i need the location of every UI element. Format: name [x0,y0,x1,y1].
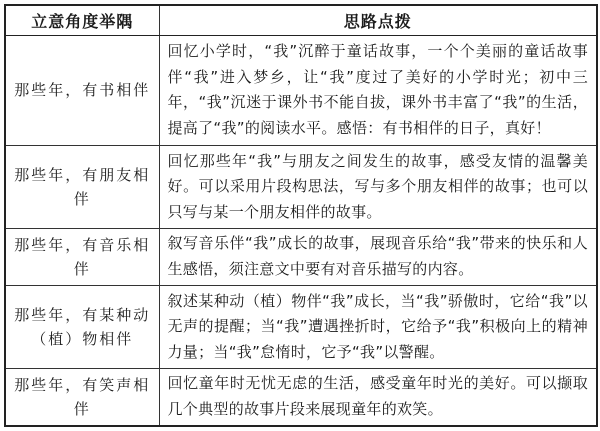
tip-cell: 回忆小学时，“我”沉醉于童话故事，一个个美丽的童话故事伴“我”进入梦乡，让“我”度过了美好的小学时光；初中三年，“我”沉迷于课外书不能自拔，课外书丰富了“我”的生活，提高了“我”的阅读水平。感悟：有书相伴的日子，真好！ [159,36,597,146]
table-header [5,5,597,36]
table-row [5,285,597,368]
table-row [5,368,597,426]
table-row [5,229,597,286]
header-row [5,5,597,36]
header-angle: 立意角度举隅 [5,5,159,36]
angle-cell: 那些年，有书相伴 [5,36,159,146]
tip-cell: 叙述某种动（植）物伴“我”成长，当“我”骄傲时，它给“我”以无声的提醒；当“我”遭遇挫折时，它给予“我”积极向上的精神力量；当“我”怠惰时，它予“我”以警醒。 [159,285,597,368]
angle-cell: 那些年，有笑声相伴 [5,368,159,426]
table-row [5,145,597,228]
writing-guide-table-wrapper [4,4,596,427]
table-body [5,36,597,427]
tip-cell: 叙写音乐伴“我”成长的故事，展现音乐给“我”带来的快乐和人生感悟，须注意文中要有对音乐描写的内容。 [159,229,597,286]
tip-cell: 回忆童年时无忧无虑的生活，感受童年时光的美好。可以撷取几个典型的故事片段来展现童年的欢笑。 [159,368,597,426]
angle-cell: 那些年，有音乐相伴 [5,229,159,286]
angle-cell: 那些年，有某种动（植）物相伴 [5,285,159,368]
table-row [5,36,597,146]
writing-guide-table [4,4,598,427]
tip-cell: 回忆那些年“我”与朋友之间发生的故事，感受友情的温馨美好。可以采用片段构思法，写与多个朋友相伴的故事；也可以只写与某一个朋友相伴的故事。 [159,145,597,228]
angle-cell: 那些年，有朋友相伴 [5,145,159,228]
header-tips: 思路点拨 [159,5,597,36]
